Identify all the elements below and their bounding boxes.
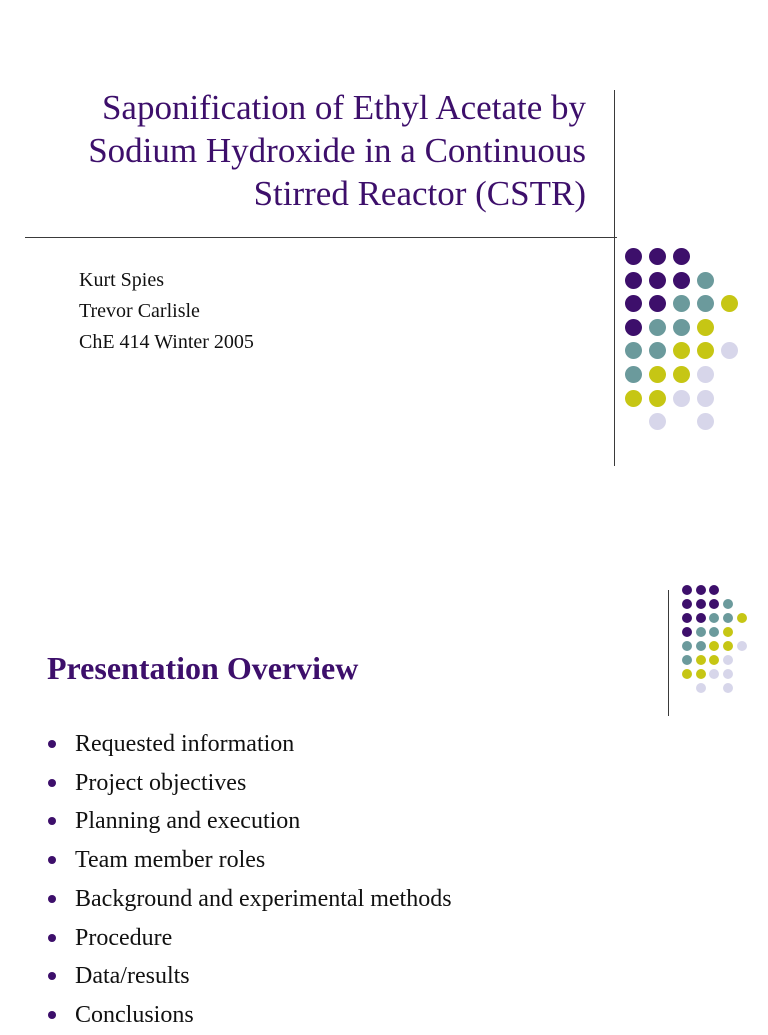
decorative-dot xyxy=(723,669,733,679)
bullet-icon xyxy=(48,817,56,825)
bullet-icon xyxy=(48,895,56,903)
decorative-dot xyxy=(697,272,714,289)
decorative-dot xyxy=(723,627,733,637)
decorative-dot xyxy=(673,342,690,359)
vertical-divider xyxy=(614,90,615,466)
bullet-text: Planning and execution xyxy=(75,808,301,835)
decorative-dot xyxy=(673,390,690,407)
bullet-text: Team member roles xyxy=(75,847,266,874)
decorative-dot xyxy=(682,655,692,665)
decorative-dot xyxy=(682,613,692,623)
decorative-dot xyxy=(697,319,714,336)
decorative-dot xyxy=(649,366,666,383)
decorative-dot xyxy=(696,655,706,665)
decorative-dot xyxy=(649,248,666,265)
decorative-dot xyxy=(696,613,706,623)
decorative-dot xyxy=(709,669,719,679)
decorative-dot xyxy=(649,413,666,430)
bullet-item xyxy=(46,996,452,1035)
title-line: Sodium Hydroxide in a Continuous xyxy=(88,131,586,170)
decorative-dot-grid-small xyxy=(682,585,754,700)
decorative-dot xyxy=(682,627,692,637)
decorative-dot xyxy=(696,641,706,651)
title-slide xyxy=(0,0,768,500)
bullet-text: Requested information xyxy=(75,731,295,757)
author-block xyxy=(79,265,254,358)
decorative-dot xyxy=(709,585,719,595)
decorative-dot xyxy=(625,248,642,265)
bullet-item xyxy=(46,725,452,764)
bullet-icon xyxy=(48,934,56,942)
decorative-dot xyxy=(737,641,747,651)
decorative-dot xyxy=(649,272,666,289)
bullet-list xyxy=(46,725,452,1035)
bullet-item xyxy=(46,880,452,919)
decorative-dot-grid xyxy=(625,248,745,438)
decorative-dot xyxy=(723,599,733,609)
author-name: Trevor Carlisle xyxy=(79,300,200,322)
bullet-item xyxy=(46,764,452,803)
bullet-text: Background and experimental methods xyxy=(75,885,452,912)
bullet-icon xyxy=(48,740,56,748)
title-line: Stirred Reactor (CSTR) xyxy=(253,174,586,213)
horizontal-divider xyxy=(25,237,617,238)
decorative-dot xyxy=(721,295,738,312)
decorative-dot xyxy=(682,585,692,595)
decorative-dot xyxy=(709,627,719,637)
decorative-dot xyxy=(721,342,738,359)
decorative-dot xyxy=(709,641,719,651)
decorative-dot xyxy=(696,683,706,693)
decorative-dot xyxy=(682,669,692,679)
decorative-dot xyxy=(649,390,666,407)
slide-title xyxy=(26,86,586,215)
author-name: Kurt Spies xyxy=(79,269,164,291)
bullet-item xyxy=(46,919,452,958)
bullet-item xyxy=(46,841,452,880)
decorative-dot xyxy=(625,342,642,359)
decorative-dot xyxy=(673,248,690,265)
bullet-text: Data/results xyxy=(75,963,190,990)
bullet-icon xyxy=(48,1011,56,1019)
overview-slide xyxy=(0,560,768,1028)
decorative-dot xyxy=(737,613,747,623)
bullet-item xyxy=(46,802,452,841)
decorative-dot xyxy=(682,599,692,609)
course-info: ChE 414 Winter 2005 xyxy=(79,331,254,353)
decorative-dot xyxy=(696,585,706,595)
decorative-dot xyxy=(649,319,666,336)
vertical-divider xyxy=(668,590,669,716)
decorative-dot xyxy=(697,366,714,383)
decorative-dot xyxy=(625,366,642,383)
decorative-dot xyxy=(625,390,642,407)
decorative-dot xyxy=(709,599,719,609)
decorative-dot xyxy=(697,295,714,312)
decorative-dot xyxy=(723,683,733,693)
decorative-dot xyxy=(649,295,666,312)
decorative-dot xyxy=(709,655,719,665)
decorative-dot xyxy=(696,669,706,679)
decorative-dot xyxy=(697,390,714,407)
slide-title: Presentation Overview xyxy=(47,650,359,686)
decorative-dot xyxy=(625,272,642,289)
decorative-dot xyxy=(696,599,706,609)
decorative-dot xyxy=(696,627,706,637)
bullet-icon xyxy=(48,779,56,787)
decorative-dot xyxy=(673,272,690,289)
decorative-dot xyxy=(673,295,690,312)
decorative-dot xyxy=(723,641,733,651)
title-line: Saponification of Ethyl Acetate by xyxy=(101,88,586,127)
bullet-text: Project objectives xyxy=(75,769,247,796)
decorative-dot xyxy=(697,413,714,430)
bullet-icon xyxy=(48,972,56,980)
decorative-dot xyxy=(682,641,692,651)
decorative-dot xyxy=(649,342,666,359)
decorative-dot xyxy=(709,613,719,623)
bullet-icon xyxy=(48,856,56,864)
decorative-dot xyxy=(723,655,733,665)
decorative-dot xyxy=(673,319,690,336)
decorative-dot xyxy=(697,342,714,359)
decorative-dot xyxy=(625,295,642,312)
bullet-item xyxy=(46,957,452,996)
bullet-text: Procedure xyxy=(75,924,173,951)
bullet-text: Conclusions xyxy=(75,1001,194,1028)
decorative-dot xyxy=(625,319,642,336)
decorative-dot xyxy=(723,613,733,623)
decorative-dot xyxy=(673,366,690,383)
